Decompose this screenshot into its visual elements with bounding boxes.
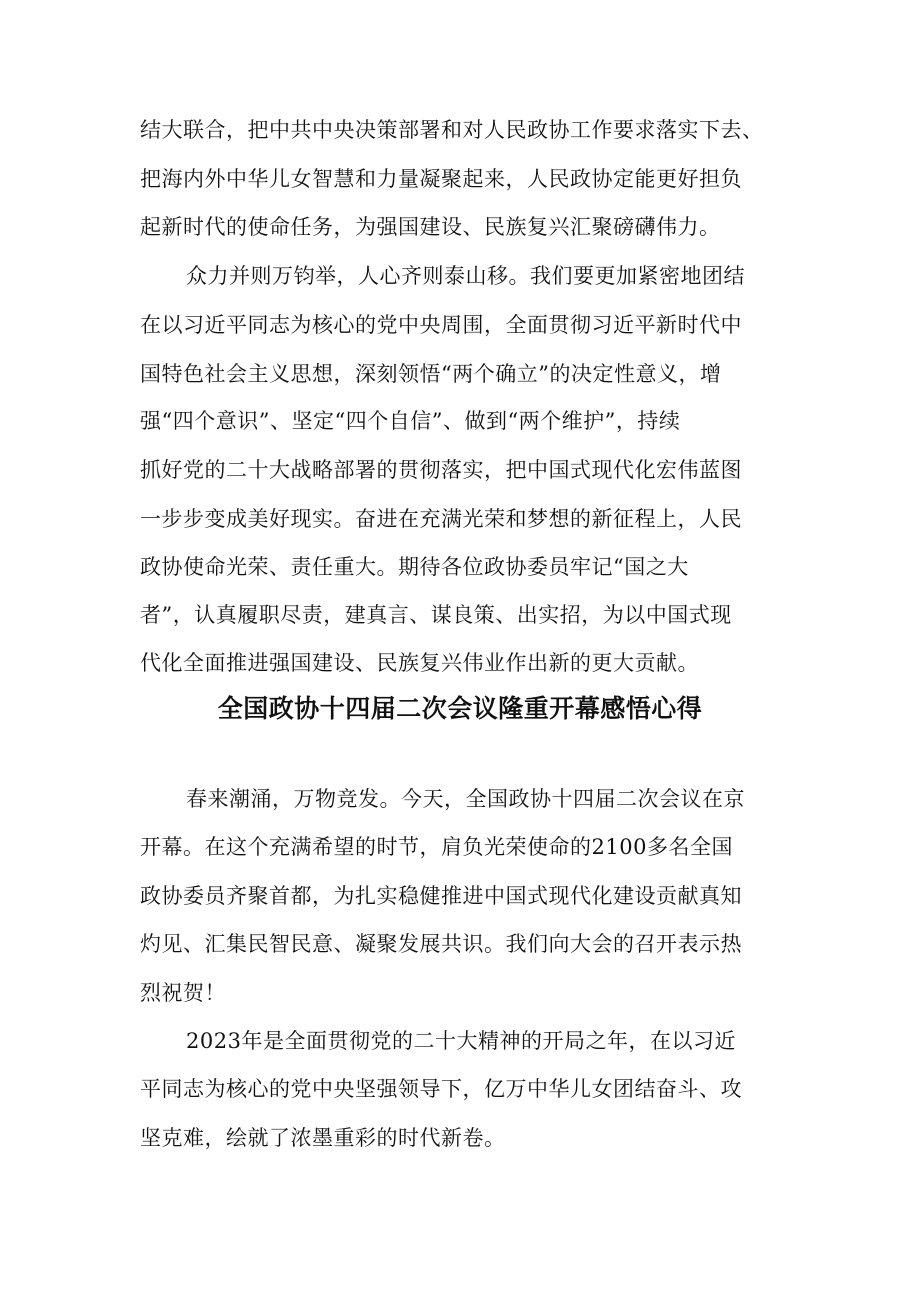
paragraph-line: 在以习近平同志为核心的党中央周围，全面贯彻习近平新时代中 (140, 313, 742, 337)
paragraph-line: 坚克难，绘就了浓墨重彩的时代新卷。 (140, 1126, 506, 1150)
paragraph-line: 结大联合，把中共中央决策部署和对人民政协工作要求落实下去、 (140, 118, 764, 142)
paragraph-line: 者”，认真履职尽责，建真言、谋良策、出实招，为以中国式现 (140, 603, 732, 627)
paragraph-line: 灼见、汇集民智民意、凝聚发展共识。我们向大会的召开表示热 (140, 932, 742, 956)
paragraph-line: 强“四个意识”、坚定“四个自信”、做到“两个维护”，持续 (140, 409, 681, 433)
paragraph-line: 代化全面推进强国建设、民族复兴伟业作出新的更大贡献。 (140, 651, 699, 675)
paragraph-line: 平同志为核心的党中央坚强领导下，亿万中华儿女团结奋斗、攻 (140, 1077, 742, 1101)
article-heading: 全国政协十四届二次会议隆重开幕感悟心得 (217, 694, 703, 723)
paragraph-line: 烈祝贺！ (140, 981, 226, 1005)
paragraph-line: 国特色社会主义思想，深刻领悟“两个确立”的决定性意义，增 (140, 362, 722, 386)
paragraph-line: 把海内外中华儿女智慧和力量凝聚起来，人民政协定能更好担负 (140, 167, 742, 191)
paragraph-line: 众力并则万钧举，人心齐则泰山移。我们要更加紧密地团结 (186, 264, 745, 288)
paragraph-line: 一步步变成美好现实。奋进在充满光荣和梦想的新征程上，人民 (140, 507, 742, 531)
paragraph-line: 抓好党的二十大战略部署的贯彻落实，把中国式现代化宏伟蓝图 (140, 458, 742, 482)
paragraph-line: 政协委员齐聚首都，为扎实稳健推进中国式现代化建设贡献真知 (140, 884, 742, 908)
paragraph-line: 开幕。在这个充满希望的时节，肩负光荣使命的2100多名全国 (140, 835, 733, 859)
paragraph-line: 2023年是全面贯彻党的二十大精神的开局之年，在以习近 (186, 1029, 736, 1053)
paragraph-line: 政协使命光荣、责任重大。期待各位政协委员牢记“国之大 (140, 555, 689, 579)
paragraph-line: 起新时代的使命任务，为强国建设、民族复兴汇聚磅礴伟力。 (140, 215, 721, 239)
paragraph-line: 春来潮涌，万物竞发。今天，全国政协十四届二次会议在京 (186, 787, 745, 811)
